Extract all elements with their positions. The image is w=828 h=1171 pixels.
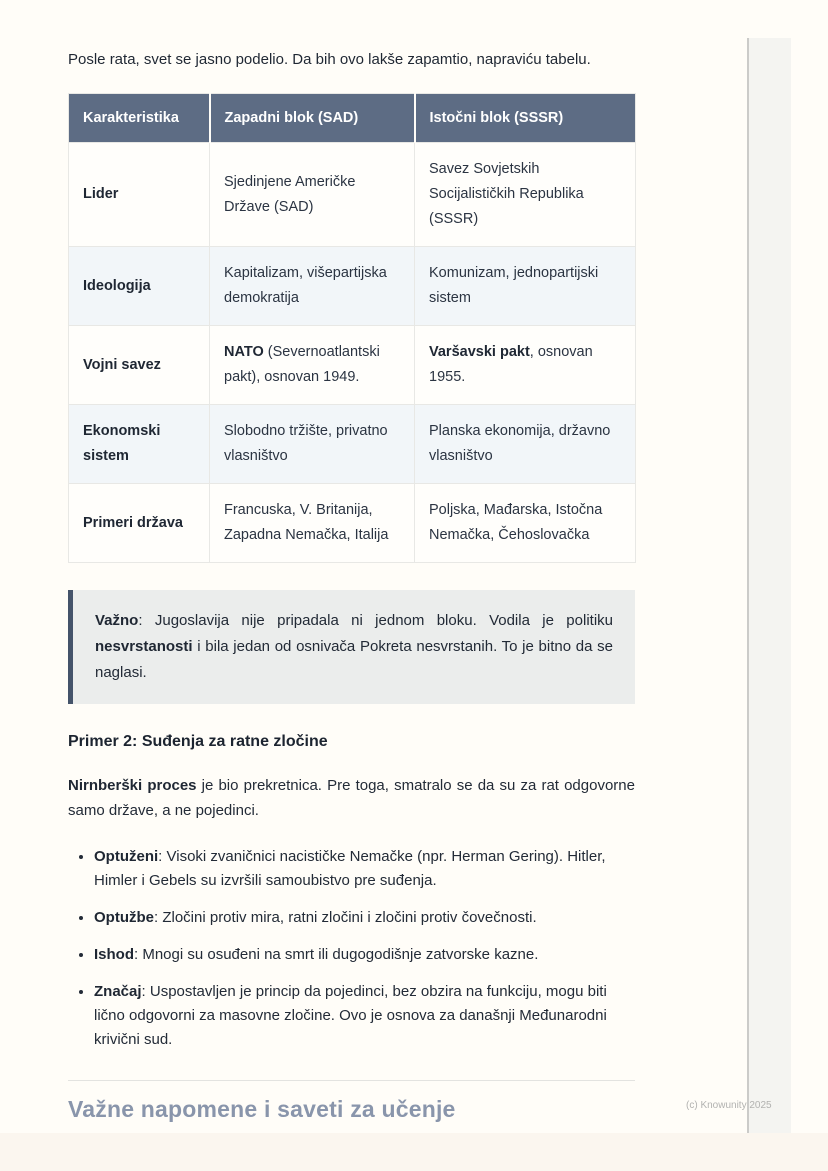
table-row xyxy=(69,143,636,247)
column-header-eastern-bloc: Istočni blok (SSSR) xyxy=(415,94,636,143)
table-row xyxy=(69,326,636,405)
bold-warsaw-pact: Varšavski pakt xyxy=(429,344,530,360)
list-item xyxy=(94,943,635,967)
bullet-text-accused: : Visoki zvaničnici nacističke Nemačke (npr. Herman Gering). Hitler, Himler i Gebels su izvršili samoubistvo pre suđenja. xyxy=(94,848,606,889)
next-section-heading: Važne napomene i saveti za učenje xyxy=(68,1096,456,1122)
cell-leader-west: Sjedinjene Američke Države (SAD) xyxy=(210,143,415,247)
bullet-term-accused: Optuženi xyxy=(94,848,159,865)
section-heading-example-2: Primer 2: Suđenja za ratne zločine xyxy=(68,733,328,750)
intro-paragraph: Posle rata, svet se jasno podelio. Da bih ovo lakše zapamtio, napraviću tabelu. xyxy=(68,51,591,68)
cell-examples-east: Poljska, Mađarska, Istočna Nemačka, Čehoslovačka xyxy=(415,484,636,563)
section-divider xyxy=(68,1080,635,1081)
row-label-economic-system: Ekonomski sistem xyxy=(69,405,210,484)
column-header-characteristic: Karakteristika xyxy=(69,94,210,143)
cold-war-blocs-table xyxy=(68,93,636,563)
table-row xyxy=(69,405,636,484)
text-warsaw-rest: , osnovan 1955. xyxy=(429,344,593,385)
knowunity-watermark: (c) Knowunity 2025 xyxy=(686,1100,772,1111)
page-content xyxy=(68,48,635,1123)
callout-bold-nonalignment: nesvrstanosti xyxy=(95,638,193,655)
nuremberg-paragraph xyxy=(68,773,635,823)
page-bottom-margin xyxy=(0,1133,828,1171)
text-nato-rest: (Severnoatlantski pakt), osnovan 1949. xyxy=(224,344,380,385)
bullet-term-charges: Optužbe xyxy=(94,909,154,926)
page-edge-strip xyxy=(747,38,791,1133)
bold-nato: NATO xyxy=(224,344,264,360)
bullet-term-outcome: Ishod xyxy=(94,946,134,963)
row-label-ideology: Ideologija xyxy=(69,247,210,326)
callout-text-2: i bila jedan od osnivača Pokreta nesvrstanih. To je bitno da se naglasi. xyxy=(95,638,613,681)
bullet-text-outcome: : Mnogi su osuđeni na smrt ili dugogodišnje zatvorske kazne. xyxy=(134,946,539,963)
cell-economy-east: Planska ekonomija, državno vlasništvo xyxy=(415,405,636,484)
bullet-text-significance: : Uspostavljen je princip da pojedinci, bez obzira na funkciju, mogu biti lično odgovorni za masovne zločine. Ovo je osnova za današnji Međunarodni krivični sud. xyxy=(94,983,607,1048)
bold-nuremberg-trial: Nirnberški proces xyxy=(68,777,197,794)
cell-military-east xyxy=(415,326,636,405)
important-callout xyxy=(68,590,635,704)
cell-economy-west: Slobodno tržište, privatno vlasništvo xyxy=(210,405,415,484)
cell-ideology-east: Komunizam, jednopartijski sistem xyxy=(415,247,636,326)
bullet-text-charges: : Zločini protiv mira, ratni zločini i zločini protiv čovečnosti. xyxy=(154,909,537,926)
row-label-example-countries: Primeri država xyxy=(69,484,210,563)
list-item xyxy=(94,845,635,893)
cell-ideology-west: Kapitalizam, višepartijska demokratija xyxy=(210,247,415,326)
cell-leader-east: Savez Sovjetskih Socijalističkih Republika (SSSR) xyxy=(415,143,636,247)
table-row xyxy=(69,247,636,326)
table-row xyxy=(69,484,636,563)
list-item xyxy=(94,980,635,1052)
nuremberg-bullet-list xyxy=(68,845,635,1052)
cell-military-west xyxy=(210,326,415,405)
row-label-military-alliance: Vojni savez xyxy=(69,326,210,405)
cell-examples-west: Francuska, V. Britanija, Zapadna Nemačka, Italija xyxy=(210,484,415,563)
list-item xyxy=(94,906,635,930)
nuremberg-paragraph-rest: je bio prekretnica. Pre toga, smatralo se da su za rat odgovorne samo države, a ne pojedinci. xyxy=(68,777,635,819)
bullet-term-significance: Značaj xyxy=(94,983,142,1000)
callout-term: Važno xyxy=(95,612,139,629)
callout-text-1: : Jugoslavija nije pripadala ni jednom bloku. Vodila je politiku xyxy=(138,612,613,629)
row-label-leader: Lider xyxy=(69,143,210,247)
column-header-western-bloc: Zapadni blok (SAD) xyxy=(210,94,415,143)
table-header-row xyxy=(69,94,636,143)
